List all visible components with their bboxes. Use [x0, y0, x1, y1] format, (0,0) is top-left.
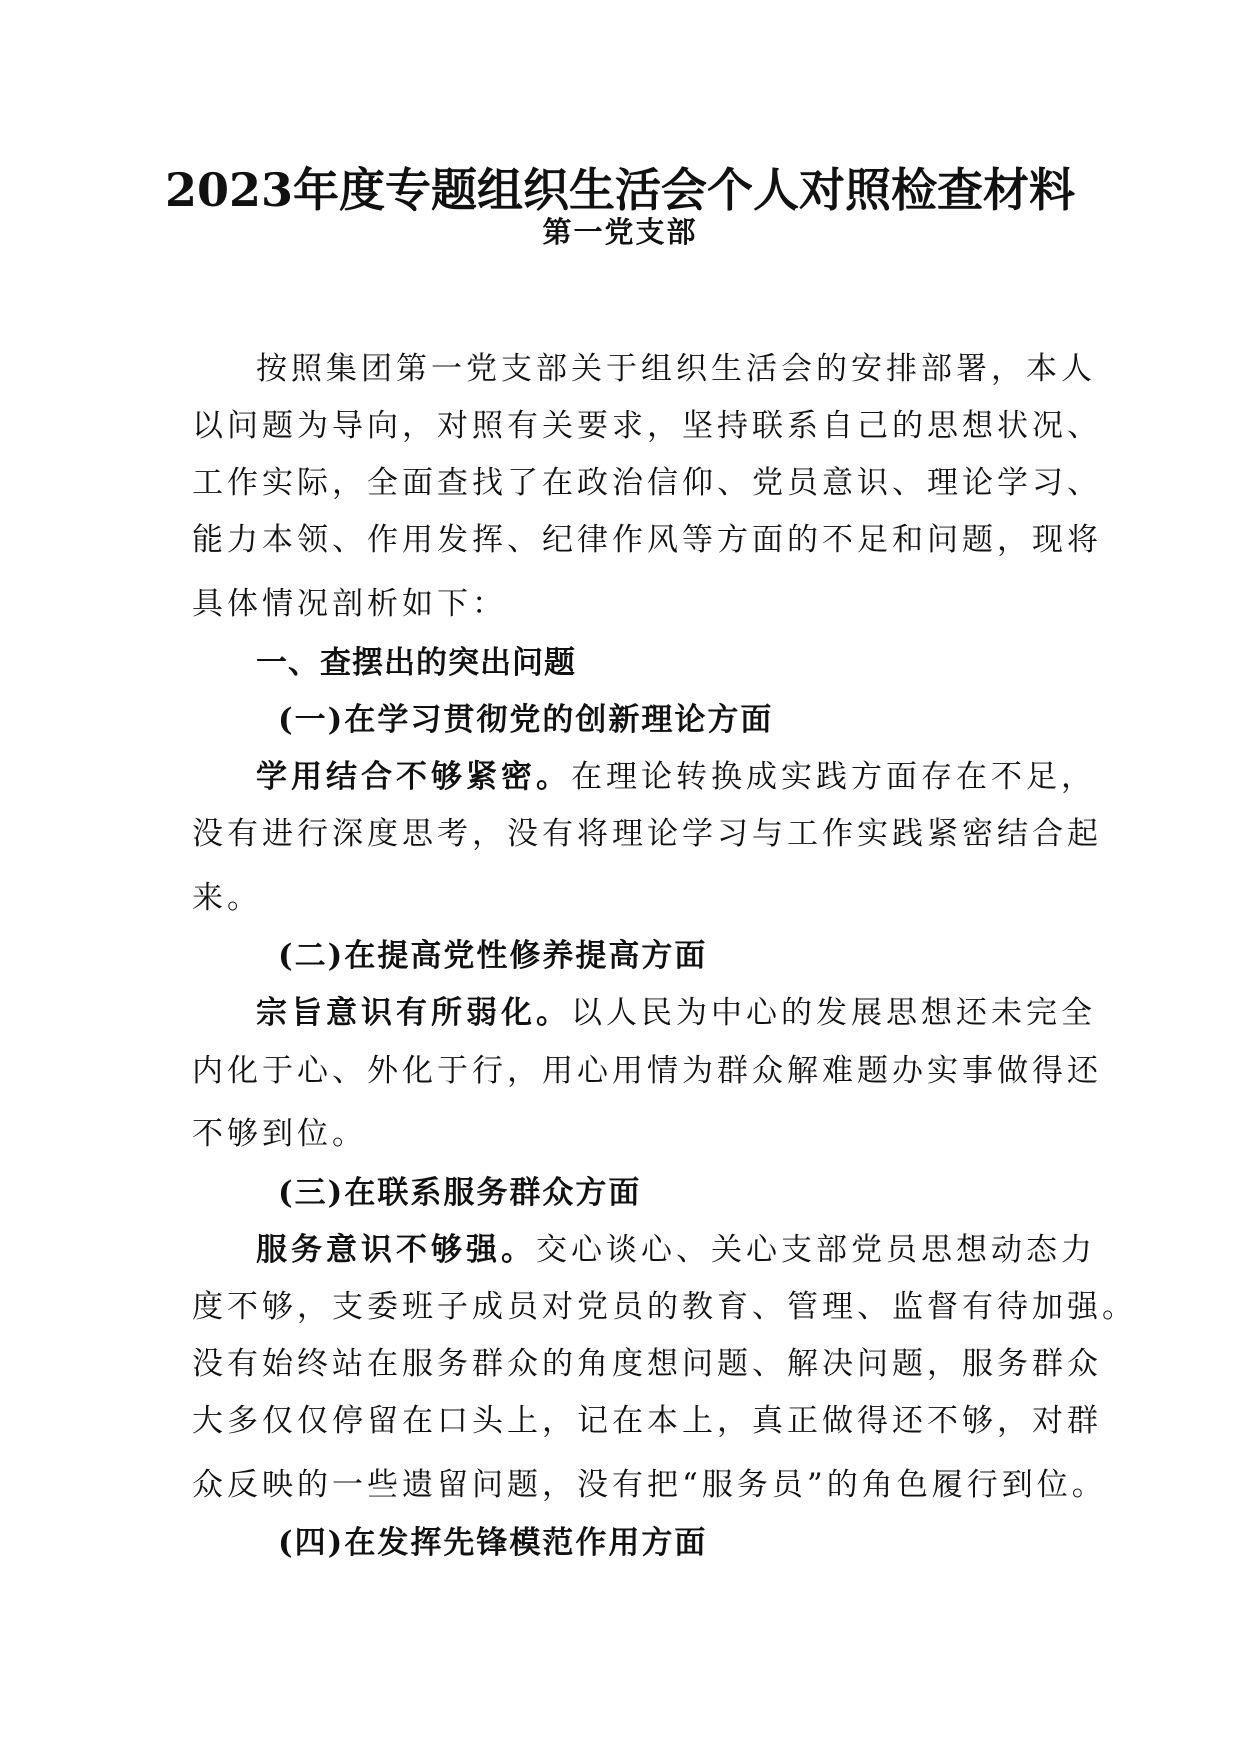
subsection-2-line-1-text: 以人民为中心的发展思想还未完全	[571, 995, 1096, 1031]
subsection-2-line-2: 内化于心、外化于行，用心用情为群众解难题办实事做得还	[192, 1053, 1102, 1089]
subsection-3-line-1	[256, 1227, 1096, 1273]
intro-line-2: 以问题为导向，对照有关要求，坚持联系自己的思想状况、	[192, 408, 1102, 444]
subsection-3-line-3: 没有始终站在服务群众的角度想问题、解决问题，服务群众	[192, 1346, 1102, 1382]
subsection-heading-1: (一)在学习贯彻党的创新理论方面	[278, 702, 774, 738]
subsection-2-lead: 宗旨意识有所弱化。	[256, 995, 571, 1031]
document-subtitle: 第一党支部	[542, 215, 698, 249]
intro-line-4: 能力本领、作用发挥、纪律作风等方面的不足和问题，现将	[192, 522, 1102, 558]
subsection-heading-2: (二)在提高党性修养提高方面	[278, 938, 708, 974]
intro-line-3: 工作实际，全面查找了在政治信仰、党员意识、理论学习、	[192, 465, 1102, 501]
subsection-1-line-3: 来。	[192, 880, 262, 916]
subsection-3-line-2: 度不够，支委班子成员对党员的教育、管理、监督有待加强。	[192, 1289, 1137, 1325]
subsection-heading-3: (三)在联系服务群众方面	[278, 1175, 642, 1211]
section-heading: 一、查摆出的突出问题	[256, 645, 576, 681]
subsection-2-line-1	[256, 990, 1096, 1036]
subsection-1-line-2: 没有进行深度思考，没有将理论学习与工作实践紧密结合起	[192, 816, 1102, 852]
intro-line-5: 具体情况剖析如下：	[192, 586, 507, 622]
subsection-3-lead: 服务意识不够强。	[256, 1232, 536, 1268]
subsection-3-line-5: 众反映的一些遗留问题，没有把“服务员”的角色履行到位。	[192, 1467, 1107, 1503]
subsection-2-line-3: 不够到位。	[192, 1116, 367, 1152]
intro-line-1: 按照集团第一党支部关于组织生活会的安排部署，本人	[256, 351, 1096, 387]
document-title: 2023年度专题组织生活会个人对照检查材料	[164, 163, 1076, 217]
subsection-1-lead: 学用结合不够紧密。	[256, 759, 571, 795]
subsection-1-line-1-text: 在理论转换成实践方面存在不足，	[571, 759, 1096, 795]
subsection-heading-4: (四)在发挥先锋模范作用方面	[278, 1525, 708, 1561]
subsection-3-line-1-text: 交心谈心、关心支部党员思想动态力	[536, 1232, 1096, 1268]
subsection-1-line-1	[256, 754, 1096, 800]
subsection-3-line-4: 大多仅仅停留在口头上，记在本上，真正做得还不够，对群	[192, 1403, 1102, 1439]
